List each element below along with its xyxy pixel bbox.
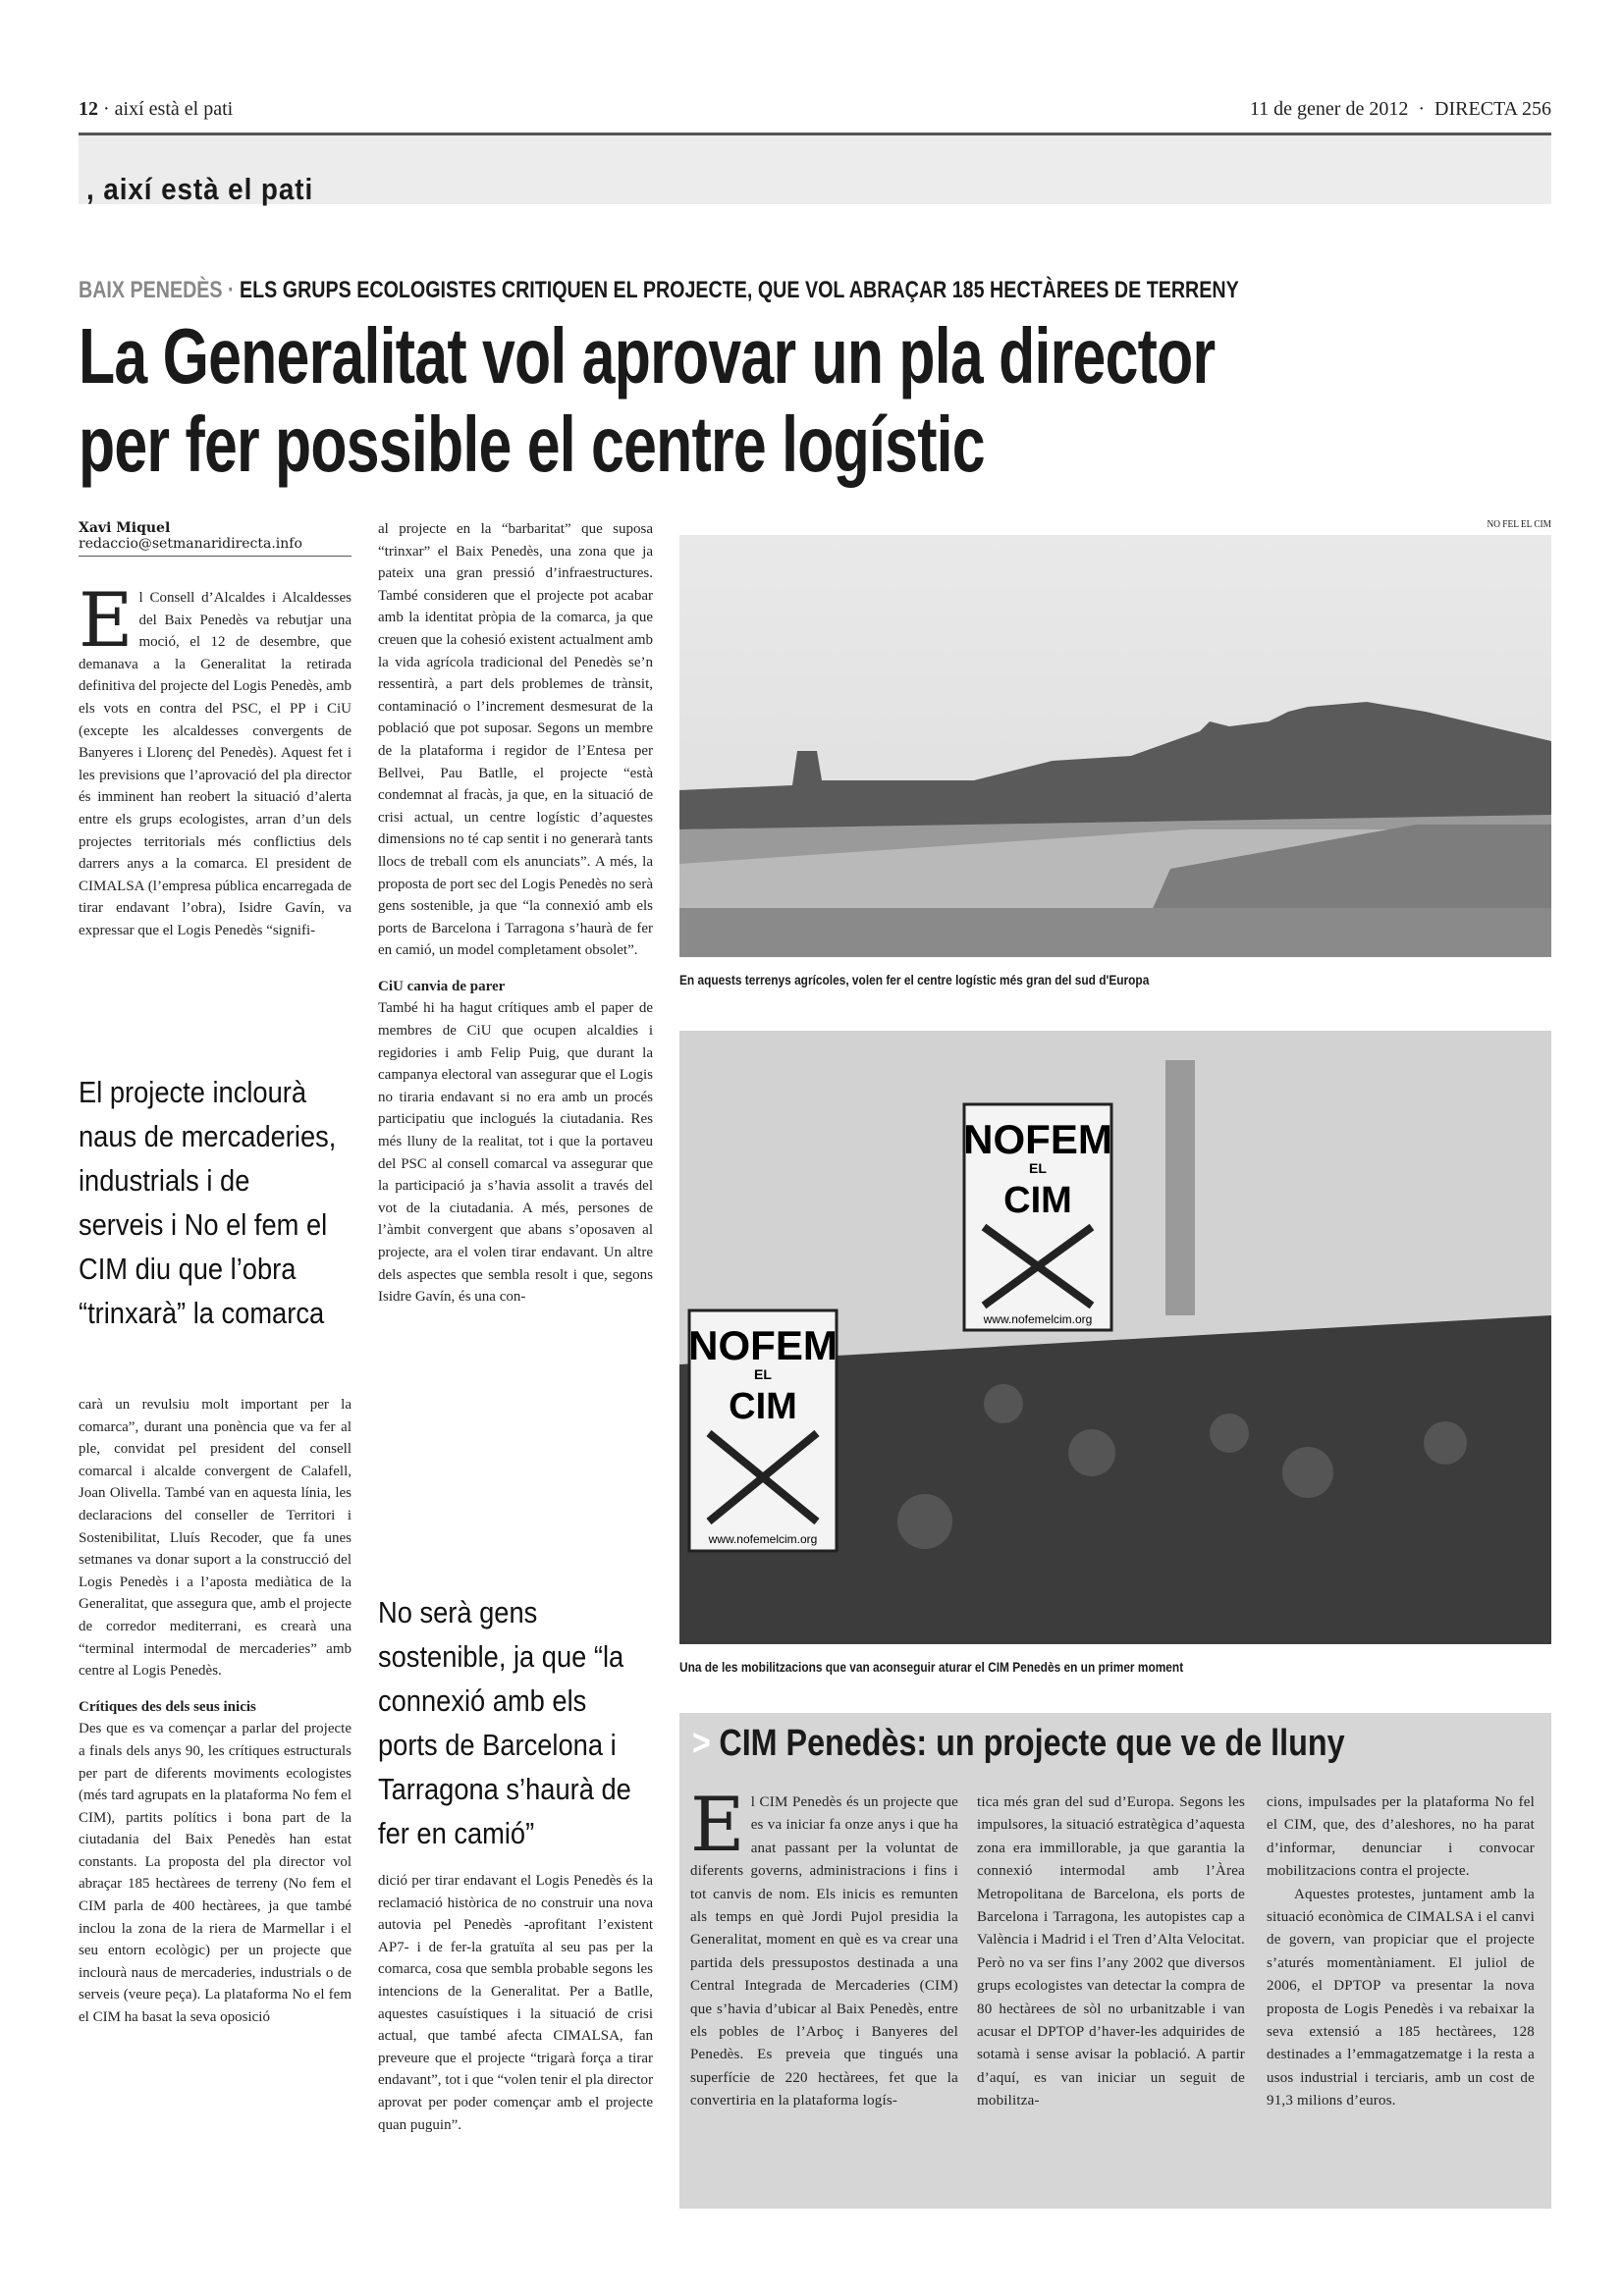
landscape-image xyxy=(679,535,1551,957)
sign-text: CIM xyxy=(729,1386,797,1427)
sign-url: www.nofemelcim.org xyxy=(983,1312,1093,1326)
sign-text: NOFEM xyxy=(963,1116,1112,1162)
paragraph: cions, impulsades per la plataforma No fel el CIM, que, des d’aleshores, no ha parat d’informar, denunciar i convocar mobilitzacions contra el projecte. xyxy=(1267,1794,1535,1880)
article-column-1-top xyxy=(79,576,352,942)
paragraph: Aquestes protestes, juntament amb la situació econòmica de CIMALSA i el canvi de govern, van propiciar que el projecte s’aturés momentàniament. El juliol de 2006, el DPTOP va presentar la nova proposta de Logis Penedès i va rebaixar la seva extensió a 185 hectàrees, 128 destinades a l’emmagatzematge i la resta a usos industrial i terciaris, amb un cost de 91,3 milions d’euros. xyxy=(1267,1886,1535,2109)
sign-url: www.nofemelcim.org xyxy=(708,1532,818,1546)
pull-quote: No serà gens sostenible, ja que “la connexió amb els ports de Barcelona i Tarragona s’haurà de fer en camió” xyxy=(378,1595,631,1850)
protest-photo xyxy=(679,1031,1551,1644)
author: Xavi Miquel xyxy=(79,520,171,536)
photo-caption: Una de les mobilitzacions que van aconseguir aturar el CIM Penedès en un primer moment xyxy=(679,1659,1184,1675)
sign-text: NOFEM xyxy=(688,1322,838,1368)
folio-right xyxy=(1250,98,1551,121)
paragraph: També hi ha hagut crítiques amb el paper de membres de CiU que ocupen alcaldies i regidories i amb Felip Puig, que durant la campanya electoral van assegurar que el Logis no tiraria endavant si no era amb un procés participatiu que inclogués la ciutadania. Res més lluny de la realitat, tot i que la portaveu del PSC al consell comarcal va assegurar que la participació ja s’havia assolit a través del vot de la ciutadania. A més, persones de l’àmbit convergent que abans s’oposaven al projecte, ara el volen tirar endavant. Un altre dels aspectes que sembla resolt i que, segons Isidre Gavín, és una con- xyxy=(378,1000,653,1306)
paragraph: tica més gran del sud d’Europa. Segons les impulsores, la situació estratègica d’aquesta zona era immillorable, ja que garantia la connexió intermodal amb l’Àrea Metropolitana de Barcelona, els ports de Barcelona i Tarragona, les autopistes cap a València i Madrid i el Tren d’Alta Velocitat. Però no va ser fins l’any 2002 que diversos grups ecologistes van detectar la compra de 80 hectàrees de sòl no urbanitzable i van acusar el DPTOP d’haver-les adquirides de sotamà i sense avisar la població. A partir d’aquí, es van iniciar un seguit de mobilitza- xyxy=(977,1794,1245,2109)
photo-credit: NO FEL EL CIM xyxy=(1487,518,1551,530)
sign-text: EL xyxy=(754,1366,772,1382)
page-number: 12 xyxy=(79,98,98,120)
article-column-1-bottom xyxy=(79,1394,352,2029)
paragraph: al projecte en la “barbaritat” que suposa “trinxar” el Baix Penedès, una zona que ja pateix una gran pressió d’infraestructures. També consideren que el projecte pot acabar amb la identitat pròpia de la comarca, ja que creuen que la cohesió existent actualment amb la vida agrícola tradicional del Penedès se’n ressentirà, a part dels problemes de trànsit, contaminació o l’increment desmesurat de la població que pot suposar. Segons un membre de la plataforma i regidor de l’Entesa per Bellvei, Pau Batlle, el projecte “està condemnat al fracàs, ja que, en la situació de crisi actual, un centre logístic d’aquestes dimensions no té cap sentit i no generarà tants llocs de treball com els anunciats”. A més, la proposta de port sec del Logis Penedès no serà gens sostenible, ja que “la connexió amb els ports de Barcelona i Tarragona s’haurà de fer en camió, un model completament obsolet”. xyxy=(378,521,653,959)
subheading: Crítiques des dels seus inicis xyxy=(79,1698,256,1715)
section-title: , així està el pati xyxy=(86,172,314,206)
protest-image xyxy=(679,1031,1551,1644)
landscape-photo xyxy=(679,535,1551,957)
box-title xyxy=(692,1723,1345,1765)
paragraph: carà un revulsiu molt important per la comarca”, durant una ponència que va fer al ple, convidat pel president del consell comarcal i alcalde convergent de Calafell, Joan Olivella. També van en aquesta línia, les declaracions del conseller de Territori i Sostenibilitat, Lluís Recoder, que fa unes setmanes va donar suport a la construcció del Logis Penedès i a l’aposta mediàtica de la Generalitat, que assegura que, amb el projecte de corredor mediterrani, es crearà una “terminal intermodal de mercaderies” amb centre al Logis Penedès. xyxy=(79,1397,352,1680)
paragraph: dició per tirar endavant el Logis Penedès és la reclamació històrica de no construir una nova autovia pel Penedès -aprofitant l’existent AP7- i de fer-la gratuïta al seu pas per la comarca, cosa que sembla probable segons les intencions de la Generalitat. Per a Batlle, aquestes casuístiques i la situació de crisi actual, que també afecta CIMALSA, fan preveure que el projecte “trigarà força a tirar endavant”, tot i que “volen tenir el pla director aprovat per poder començar amb el projecte quan puguin”. xyxy=(378,1873,653,2133)
box-column-2 xyxy=(977,1791,1245,2113)
box-column-3 xyxy=(1267,1791,1535,2113)
kicker-text: ELS GRUPS ECOLOGISTES CRITIQUEN EL PROJECTE, QUE VOL ABRAÇAR 185 HECTÀREES DE TERRENY xyxy=(240,277,1239,303)
folio-left xyxy=(79,98,233,121)
drop-cap: E xyxy=(79,576,134,664)
separator: · xyxy=(1418,98,1426,120)
sign-text: EL xyxy=(1029,1160,1047,1176)
publication-issue: DIRECTA 256 xyxy=(1434,98,1551,120)
box-column-1 xyxy=(690,1781,958,2113)
photo-caption: En aquests terrenys agrícoles, volen fer el centre logístic més gran del sud d'Europa xyxy=(679,972,1150,988)
article-column-2-bottom xyxy=(378,1870,653,2136)
article-column-2-top xyxy=(378,518,653,1308)
paragraph: l Consell d’Alcaldes i Alcaldesses del Baix Penedès va rebutjar una moció, el 12 de desembre, que demanava a la Generalitat la retirada definitiva del projecte del Logis Penedès, amb els vots en contra del PSC, el PP i CiU (excepte les alcaldesses convergents de Banyeres i Llorenç del Penedès). Aquest fet i les previsions que l’aprovació del pla director és imminent han reobert la situació d’alerta entre els grups ecologistes, arran d’un dels projectes territorials més conflictius dels darrers anys a la comarca. El president de CIMALSA (l’empresa pública encarregada de tirar endavant l’obra), Isidre Gavín, va expressar que el Logis Penedès “signifi- xyxy=(79,590,352,938)
separator: · xyxy=(103,98,110,120)
sign-text: CIM xyxy=(1003,1180,1072,1221)
drop-cap: E xyxy=(690,1781,745,1868)
folio-section: així està el pati xyxy=(114,98,234,120)
author-email[interactable]: redaccio@setmanaridirecta.info xyxy=(79,536,352,557)
subheading: CiU canvia de parer xyxy=(378,978,506,994)
kicker-place: BAIX PENEDÈS xyxy=(79,277,223,303)
separator: · xyxy=(222,277,241,303)
paragraph: l CIM Penedès és un projecte que es va iniciar fa onze anys i que ha anat passant per la voluntat de diferents governs, administracions i fins i tot canvis de nom. Els inicis es remunten als temps en què Jordi Pujol presidia la Generalitat, moment en què es va crear una partida dels pressupostos destinada a una Central Integrada de Mercaderies (CIM) que s’havia d’ubicar al Baix Penedès, entre els pobles de l’Arboç i Banyeres del Penedès. Es preveia que tingués una superfície de 220 hectàrees, fet que la convertiria en la plataforma logís- xyxy=(690,1794,958,2109)
kicker xyxy=(79,277,1239,304)
headline: La Generalitat vol aprovar un pla director per fer possible el centre logístic xyxy=(79,312,1216,488)
paragraph: Des que es va començar a parlar del projecte a finals dels anys 90, les crítiques estructurals per part de diferents moviments ecologistes (més tard agrupats en la plataforma No fem el CIM), partits polítics i bona part de la ciutadania del Baix Penedès han estat constants. La proposta del pla director vol abraçar 185 hectàrees de terreny (No fem el CIM parla de 400 hectàrees, ja que també inclou la zona de la riera de Marmellar i el seu entorn ecològic) per un projecte que inclourà naus de mercaderies, industrials o de serveis (veure peça). La plataforma No el fem el CIM ha basat la seva oposició xyxy=(79,1721,352,2026)
box-title-text: CIM Penedès: un projecte que ve de lluny xyxy=(719,1723,1345,1764)
pull-quote: El projecte inclourà naus de mercaderies, industrials i de serveis i No el fem el CIM diu que l’obra “trinxarà” la comarca xyxy=(79,1075,337,1330)
arrow-icon: > xyxy=(692,1723,711,1764)
byline xyxy=(79,520,352,557)
issue-date: 11 de gener de 2012 xyxy=(1249,98,1409,120)
